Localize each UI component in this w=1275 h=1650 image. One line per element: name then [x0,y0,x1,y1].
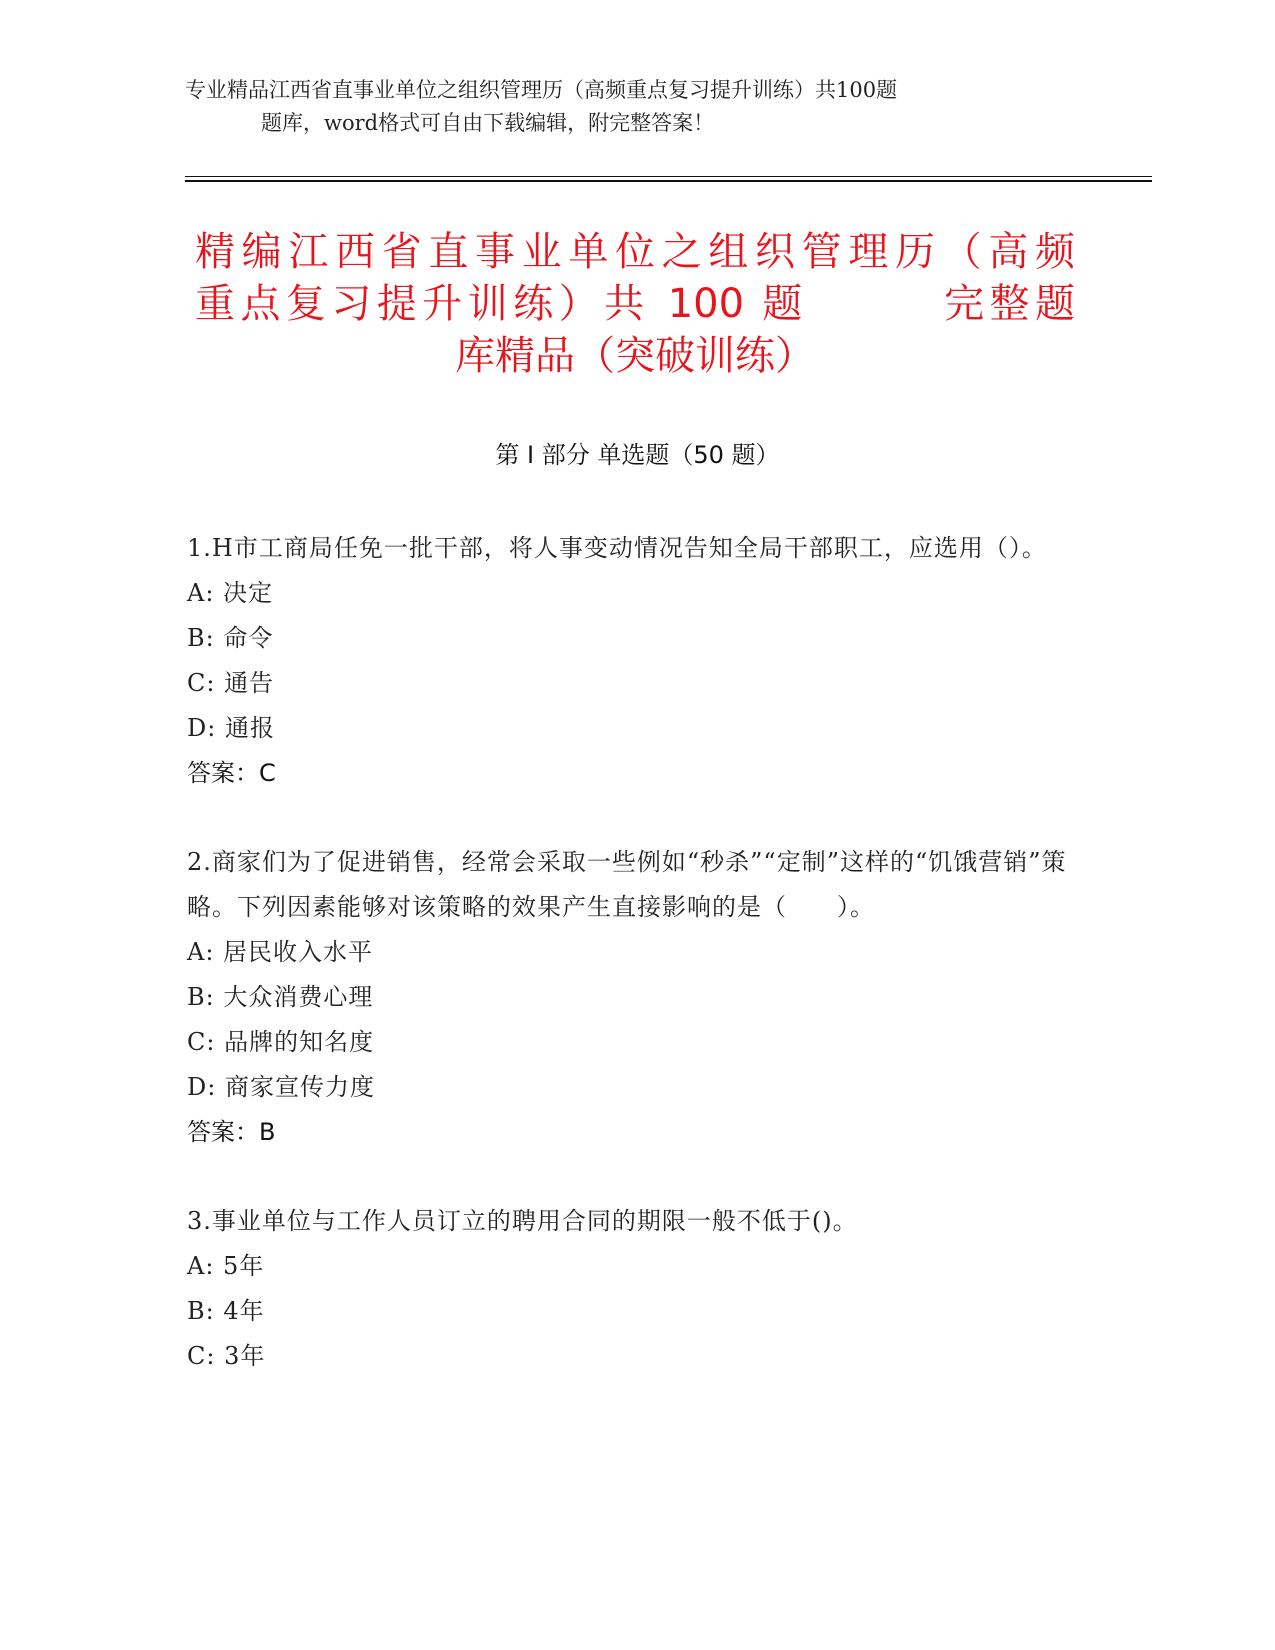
option-c: C: 通告 [187,669,275,697]
question-1 [187,526,1087,796]
title-line-2: 重点复习提升训练）共 100 题 完整题 [195,281,1075,327]
answer-line: 答案：B [187,1118,276,1146]
document-title [195,226,1075,382]
header-line-1: 专业精品江西省直事业单位之组织管理历（高频重点复习提升训练）共100题 [185,78,898,102]
question-stem: 1.H市工商局任免一批干部，将人事变动情况告知全局干部职工，应选用（）。 [187,534,1047,562]
question-list [187,526,1087,1423]
header-line-2: 题库，word格式可自由下载编辑，附完整答案！ [261,111,715,135]
option-b: B: 大众消费心理 [187,983,374,1011]
question-stem: 3.事业单位与工作人员订立的聘用合同的期限一般不低于()。 [187,1207,858,1235]
header-rule-thin [185,176,1152,177]
question-stem: 2.商家们为了促进销售，经常会采取一些例如“秒杀”“定制”这样的“饥饿营销”策略。下列因素能够对该策略的效果产生直接影响的是（ ）。 [187,848,1067,921]
option-b: B: 命令 [187,624,274,652]
option-c: C: 品牌的知名度 [187,1028,375,1056]
option-d: D: 通报 [187,714,275,742]
option-a: A: 决定 [187,579,274,607]
section-heading: 第 I 部分 单选题（50 题） [495,441,780,469]
option-c: C: 3年 [187,1342,266,1370]
option-a: A: 居民收入水平 [187,938,374,966]
answer-line: 答案：C [187,759,276,787]
header-rule-thick [185,180,1152,182]
option-a: A: 5年 [187,1252,265,1280]
page-header [185,74,1085,140]
option-b: B: 4年 [187,1297,265,1325]
question-2 [187,840,1087,1155]
title-line-3: 库精品（突破训练） [455,333,815,379]
title-line-1: 精编江西省直事业单位之组织管理历（高频 [195,229,1075,275]
question-3 [187,1199,1087,1379]
option-d: D: 商家宣传力度 [187,1073,375,1101]
